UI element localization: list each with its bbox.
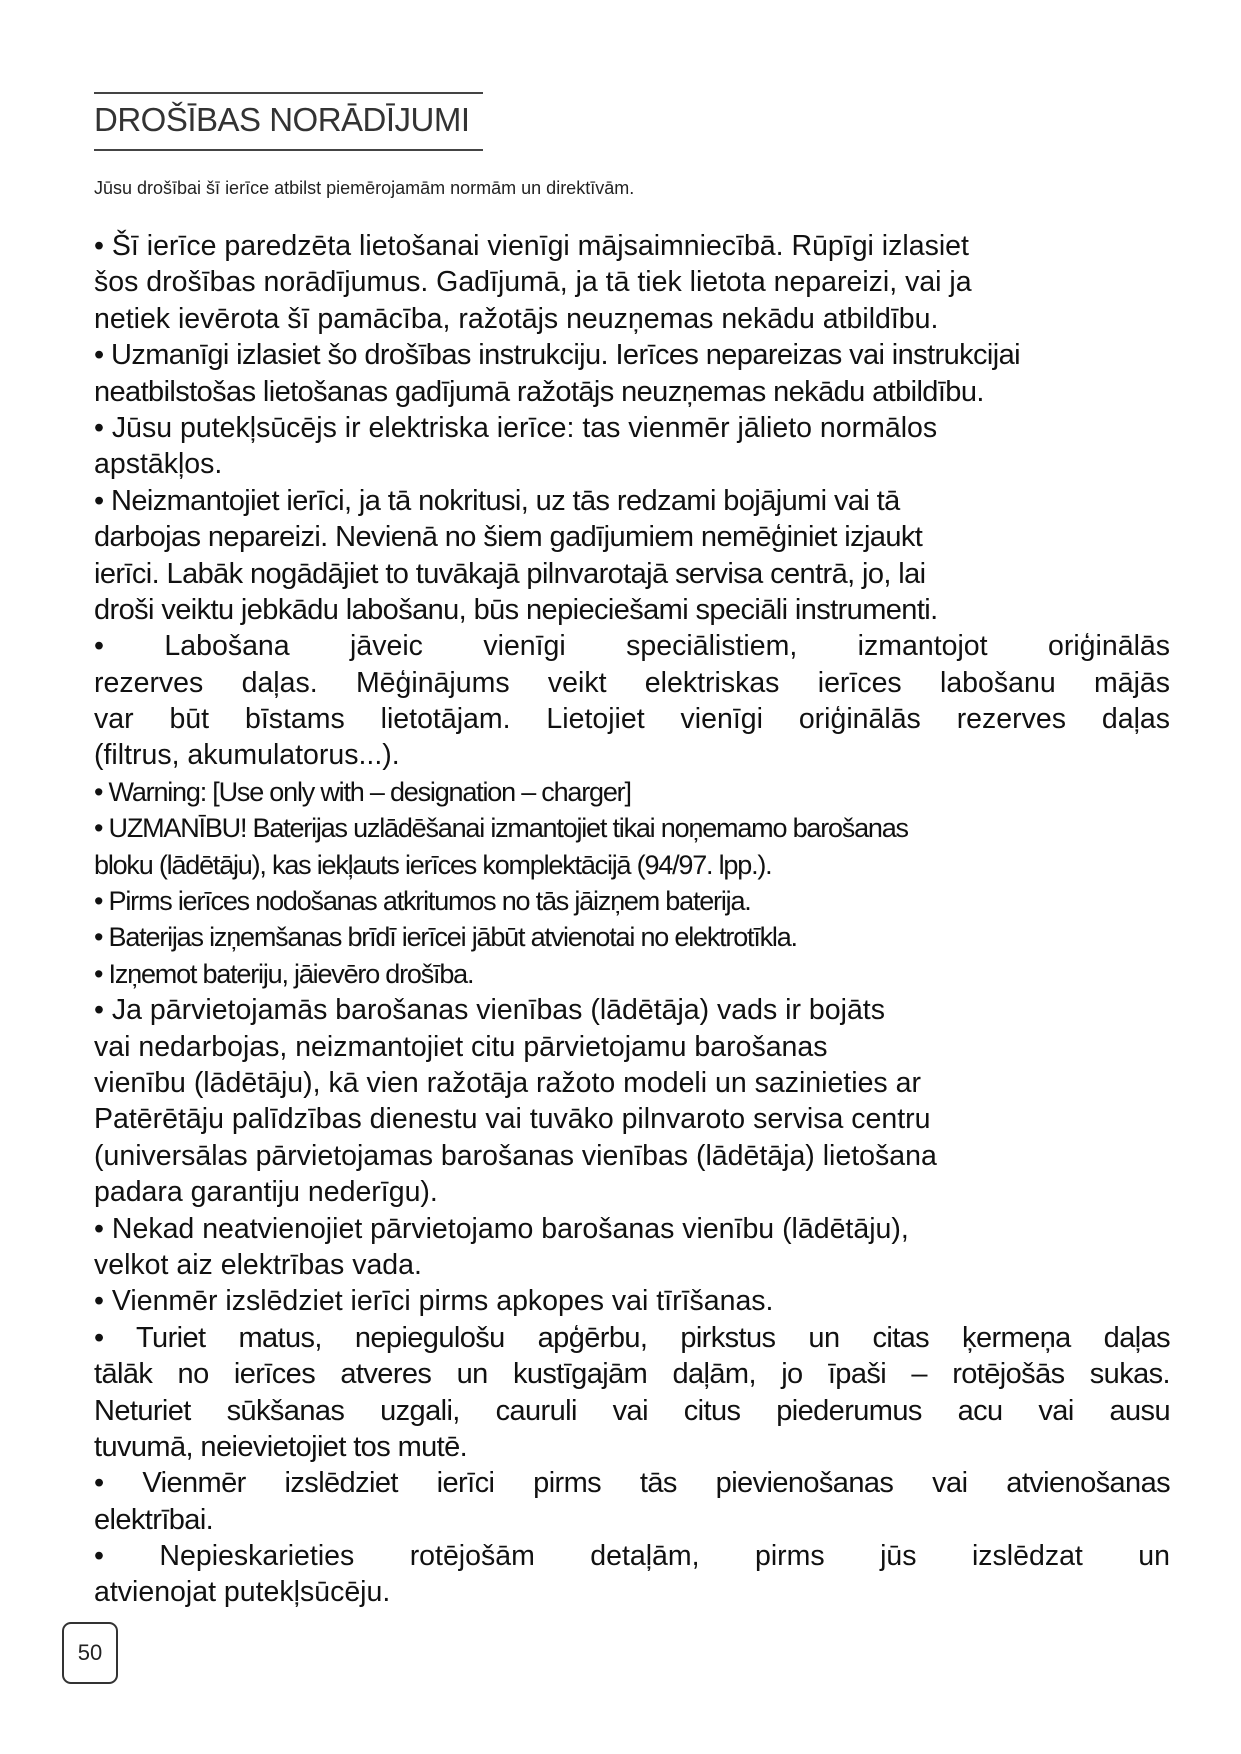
paragraph-line: • Pirms ierīces nodošanas atkritumos no tās jāizņem baterija. — [94, 886, 751, 917]
paragraph-line: • Nekad neatvienojiet pārvietojamo barošanas vienību (lādētāju), — [94, 1212, 909, 1245]
paragraph-line: šos drošības norādījumus. Gadījumā, ja tā tiek lietota nepareizi, vai ja — [94, 266, 972, 299]
paragraph-line: • Šī ierīce paredzēta lietošanai vienīgi mājsaimniecībā. Rūpīgi izlasiet — [94, 230, 969, 262]
header-bottom-rule — [94, 149, 483, 151]
safety-paragraph — [94, 337, 1170, 410]
paragraph-line: ierīci. Labāk nogādājiet to tuvākajā pilnvarotajā servisa centrā, jo, lai — [94, 557, 926, 590]
safety-instructions-body — [94, 228, 1170, 1611]
paragraph-line: velkot aiz elektrības vada. — [94, 1248, 422, 1281]
safety-paragraph — [94, 883, 1170, 919]
safety-paragraph — [94, 628, 1170, 774]
safety-paragraph — [94, 992, 1170, 1210]
page-number-box — [62, 1622, 118, 1684]
paragraph-line: neatbilstošas lietošanas gadījumā ražotājs neuzņemas nekādu atbildību. — [94, 375, 984, 408]
safety-paragraph — [94, 483, 1170, 629]
header-top-rule — [94, 92, 483, 94]
paragraph-line: droši veiktu jebkādu labošanu, būs nepieciešami speciāli instrumenti. — [94, 593, 938, 626]
paragraph-line: darbojas nepareizi. Nevienā no šiem gadījumiem nemēģiniet izjaukt — [94, 521, 923, 554]
paragraph-line: • Vienmēr izslēdziet ierīci pirms tās pievienošanas vai atvienošanas — [94, 1467, 1170, 1500]
paragraph-line: • Jūsu putekļsūcējs ir elektriska ierīce: tas vienmēr jālieto normālos — [94, 411, 938, 444]
paragraph-line: vai nedarbojas, neizmantojiet citu pārvietojamu barošanas — [94, 1030, 828, 1063]
paragraph-line: • Baterijas izņemšanas brīdī ierīcei jābūt atvienotai no elektrotīkla. — [94, 922, 797, 953]
paragraph-line: • Turiet matus, nepiegulošu apģērbu, pirkstus un citas ķermeņa daļas — [94, 1321, 1170, 1354]
paragraph-line: tālāk no ierīces atveres un kustīgajām daļām, jo īpaši – rotējošās sukas. — [94, 1358, 1170, 1391]
safety-paragraph — [94, 228, 1170, 337]
paragraph-line: • Neizmantojiet ierīci, ja tā nokritusi, uz tās redzami bojājumi vai tā — [94, 484, 900, 517]
paragraph-line: Patērētāju palīdzības dienestu vai tuvāko pilnvaroto servisa centru — [94, 1103, 931, 1136]
paragraph-line: • Vienmēr izslēdziet ierīci pirms apkopes vai tīrīšanas. — [94, 1285, 774, 1318]
page-title: DROŠĪBAS NORĀDĪJUMI — [94, 101, 470, 138]
paragraph-line: Neturiet sūkšanas uzgali, cauruli vai citus piederumus acu vai ausu — [94, 1394, 1170, 1427]
safety-paragraph — [94, 774, 1170, 810]
safety-paragraph — [94, 810, 1170, 883]
paragraph-line: elektrībai. — [94, 1503, 214, 1536]
paragraph-line: tuvumā, neievietojiet tos mutē. — [94, 1430, 468, 1463]
paragraph-line: atvienojat putekļsūcēju. — [94, 1576, 391, 1609]
intro-text: Jūsu drošībai šī ierīce atbilst piemērojamām normām un direktīvām. — [94, 178, 635, 198]
paragraph-line: vienību (lādētāju), kā vien ražotāja ražoto modeli un sazinieties ar — [94, 1066, 921, 1099]
paragraph-line: • Izņemot bateriju, jāievēro drošība. — [94, 958, 474, 989]
paragraph-line: netiek ievērota šī pamācība, ražotājs neuzņemas nekādu atbildību. — [94, 302, 939, 335]
paragraph-line: bloku (lādētāju), kas iekļauts ierīces komplektācijā (94/97. lpp.). — [94, 849, 772, 880]
safety-paragraph — [94, 1538, 1170, 1611]
safety-paragraph — [94, 1283, 1170, 1319]
safety-paragraph — [94, 410, 1170, 483]
paragraph-line: padara garantiju nederīgu). — [94, 1176, 438, 1209]
paragraph-line: • Warning: [Use only with – designation – charger] — [94, 776, 631, 807]
paragraph-line: • Nepieskarieties rotējošām detaļām, pirms jūs izslēdzat un — [94, 1540, 1170, 1573]
safety-paragraph — [94, 919, 1170, 955]
paragraph-line: var būt bīstams lietotājam. Lietojiet vienīgi oriģinālās rezerves daļas — [94, 703, 1170, 736]
paragraph-line: • Labošana jāveic vienīgi speciālistiem, izmantojot oriģinālās — [94, 630, 1170, 663]
paragraph-line: apstākļos. — [94, 448, 223, 481]
paragraph-line: (filtrus, akumulatorus...). — [94, 739, 400, 772]
paragraph-line: rezerves daļas. Mēģinājums veikt elektriskas ierīces labošanu mājās — [94, 666, 1170, 699]
safety-paragraph — [94, 956, 1170, 992]
paragraph-line: • Uzmanīgi izlasiet šo drošības instrukciju. Ierīces nepareizas vai instrukcijai — [94, 339, 1020, 372]
safety-paragraph — [94, 1320, 1170, 1466]
paragraph-line: • Ja pārvietojamās barošanas vienības (lādētāja) vads ir bojāts — [94, 994, 885, 1027]
paragraph-line: • UZMANĪBU! Baterijas uzlādēšanai izmantojiet tikai noņemamo barošanas — [94, 813, 908, 844]
safety-paragraph — [94, 1211, 1170, 1284]
safety-paragraph — [94, 1465, 1170, 1538]
page-number: 50 — [77, 1640, 103, 1665]
paragraph-line: (universālas pārvietojamas barošanas vienības (lādētāja) lietošana — [94, 1139, 937, 1172]
